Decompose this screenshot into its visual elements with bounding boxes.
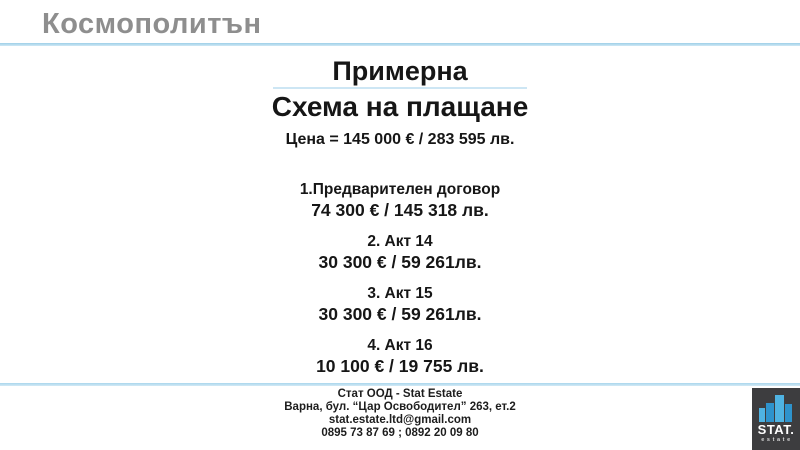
payment-item-2 <box>0 232 800 272</box>
stat-estate-logo <box>752 388 800 450</box>
payment-item-3 <box>0 284 800 324</box>
payment-item-amount: 30 300 € / 59 261лв. <box>318 304 482 324</box>
buildings-icon <box>759 395 793 422</box>
header-divider <box>0 43 800 46</box>
payment-item-label: 4. Акт 16 <box>367 337 433 354</box>
company-email: stat.estate.ltd@gmail.com <box>328 414 472 426</box>
scheme-title-line2: Схема на плащане <box>271 91 529 122</box>
payment-item-amount: 10 100 € / 19 755 лв. <box>316 356 484 376</box>
payment-items <box>0 180 800 376</box>
page-title: Космополитън <box>42 8 262 40</box>
scheme-title-line1: Примерна <box>332 56 468 86</box>
payment-item-1 <box>0 180 800 220</box>
company-phones: 0895 73 87 69 ; 0892 20 09 80 <box>321 427 479 439</box>
footer-divider <box>0 383 800 386</box>
payment-item-amount: 74 300 € / 145 318 лв. <box>311 200 489 220</box>
title-underline <box>273 87 527 89</box>
payment-scheme-section <box>0 56 800 388</box>
payment-item-4 <box>0 336 800 376</box>
payment-item-amount: 30 300 € / 59 261лв. <box>318 252 482 272</box>
total-price: Цена = 145 000 € / 283 595 лв. <box>285 131 515 148</box>
footer-contact-block <box>0 388 800 440</box>
logo-wordmark: STAT. <box>757 422 795 437</box>
company-name: Стат ООД - Stat Estate <box>337 388 463 400</box>
payment-item-label: 1.Предварителен договор <box>299 181 501 198</box>
logo-subtext: estate <box>761 437 793 443</box>
company-address: Варна, бул. “Цар Освободител” 263, ет.2 <box>284 401 516 413</box>
payment-item-label: 3. Акт 15 <box>367 285 433 302</box>
payment-item-label: 2. Акт 14 <box>367 233 433 250</box>
